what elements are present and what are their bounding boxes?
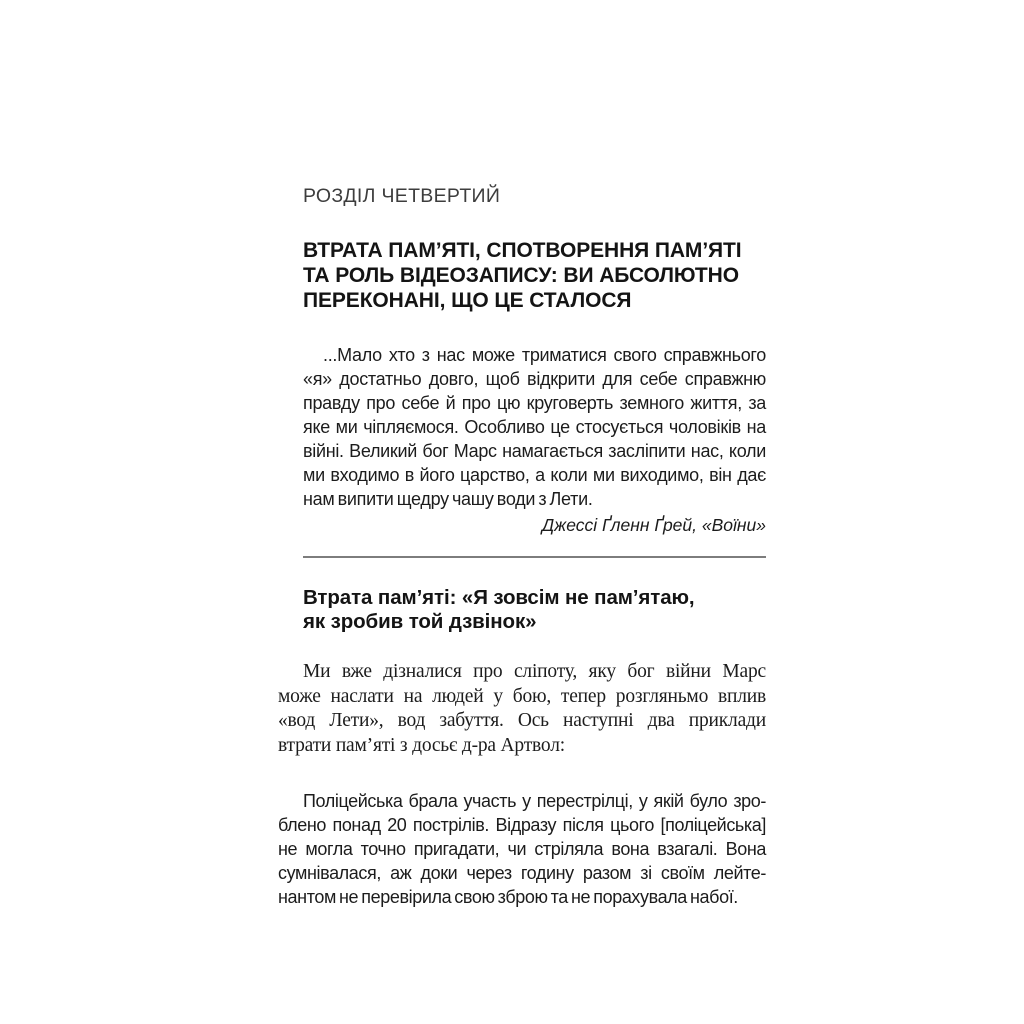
section-heading — [303, 586, 766, 634]
epigraph — [303, 343, 766, 511]
section-heading-line: як зробив той дзвінок» — [303, 610, 537, 633]
lead-paragraph-line: Ми вже дізналися про сліпоту, яку бог війни Марс — [303, 661, 766, 682]
section-divider — [303, 556, 766, 558]
epigraph-line: ми входимо в його царство, а коли ми виходимо, він дає — [303, 465, 766, 485]
case-quote-line: Поліцейська брала участь у перестрілці, у якій було зро- — [303, 791, 766, 811]
case-quote-line: не могла точно пригадати, чи стріляла вона взагалі. Вона — [278, 839, 766, 859]
epigraph-line: «я» достатньо довго, щоб відкрити для себе справжню — [303, 369, 766, 389]
lead-paragraph-line: втрати пам’яті з досьє д-ра Артвол: — [278, 734, 565, 756]
epigraph-line: яке ми чіпляємося. Особливо це стосується чоловіків на — [303, 417, 766, 437]
epigraph-line: ...Мало хто з нас може триматися свого справжнього — [323, 345, 766, 365]
case-quote — [278, 789, 766, 909]
lead-paragraph — [278, 660, 766, 758]
chapter-label: РОЗДІЛ ЧЕТВЕРТИЙ — [303, 185, 501, 207]
lead-paragraph-line: може наслати на людей у бою, тепер розгляньмо вплив — [278, 685, 766, 707]
chapter-title-line: ТА РОЛЬ ВІДЕОЗАПИСУ: ВИ АБСОЛЮТНО — [303, 264, 739, 287]
page-content — [278, 185, 766, 927]
epigraph-line: нам випити щедру чашу води з Лети. — [303, 489, 593, 509]
case-quote-line: нантом не перевірила свою зброю та не порахувала набої. — [278, 887, 738, 907]
epigraph-line: правду про себе й про цю круговерть земного життя, за — [303, 393, 766, 413]
chapter-title — [303, 238, 766, 313]
chapter-title-line: ПЕРЕКОНАНІ, ЩО ЦЕ СТАЛОСЯ — [303, 289, 632, 312]
epigraph-attribution: Джессі Ґленн Ґрей, «Воїни» — [541, 515, 766, 535]
epigraph-line: війні. Великий бог Марс намагається засліпити нас, коли — [303, 441, 766, 461]
lead-paragraph-line: «вод Лети», вод забуття. Ось наступні два приклади — [278, 710, 766, 731]
chapter-title-line: ВТРАТА ПАМ’ЯТІ, СПОТВОРЕННЯ ПАМ’ЯТІ — [303, 239, 742, 262]
section-heading-line: Втрата пам’яті: «Я зовсім не пам’ятаю, — [303, 586, 695, 609]
case-quote-line: сумнівалася, аж доки через годину разом зі своїм лейте- — [278, 863, 766, 883]
case-quote-line: блено понад 20 пострілів. Відразу після цього [поліцейська] — [278, 815, 766, 835]
